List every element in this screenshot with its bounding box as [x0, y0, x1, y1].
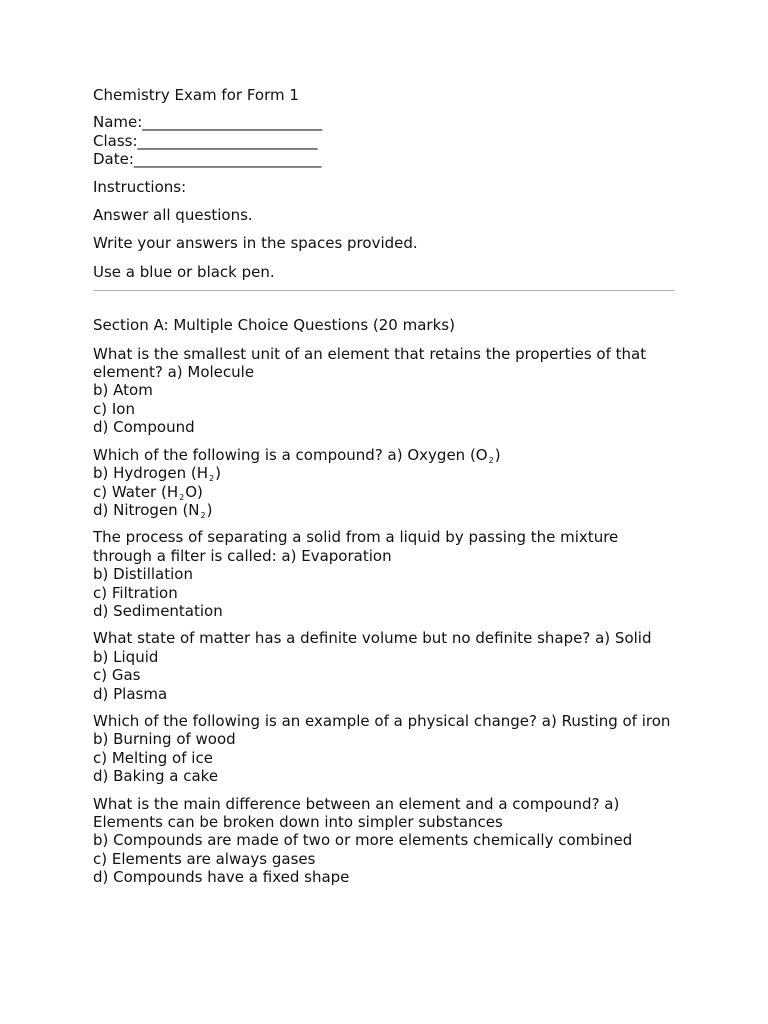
question-stem: What is the main difference between an element and a compound? a) Elements can be broken down into simpler substances: [93, 794, 620, 831]
answer-option: d) Plasma: [93, 684, 168, 703]
instruction-item: Use a blue or black pen.: [93, 262, 275, 281]
date-field: Date:_________________________: [93, 150, 322, 169]
question-6: [93, 795, 675, 887]
answer-option: [93, 464, 675, 482]
subscript: 2: [179, 492, 185, 502]
question-5: [93, 712, 675, 786]
question-stem: What state of matter has a definite volume but no definite shape? a) Solid: [93, 629, 652, 648]
section-a-title: Section A: Multiple Choice Questions (20 marks): [93, 316, 455, 335]
stem-text: ): [494, 445, 501, 464]
answer-option: d) Baking a cake: [93, 767, 219, 786]
stem-text: Which of the following is a compound? a) Oxygen (O: [93, 445, 488, 464]
name-field: Name:________________________: [93, 113, 323, 132]
option-text: ): [206, 500, 213, 519]
class-field: Class:________________________: [93, 131, 318, 150]
section-divider: [93, 290, 675, 291]
instructions-heading: Instructions:: [93, 177, 187, 196]
question-2: [93, 446, 675, 520]
question-1: [93, 345, 675, 437]
question-4: [93, 629, 675, 703]
question-stem: What is the smallest unit of an element that retains the properties of that element? a) Molecule: [93, 344, 647, 382]
answer-option: b) Distillation: [93, 565, 193, 584]
answer-option: d) Compound: [93, 418, 195, 437]
answer-option: c) Elements are always gases: [93, 849, 316, 868]
option-text: b) Hydrogen (H: [93, 464, 208, 483]
subscript: 2: [200, 510, 206, 520]
answer-option: b) Liquid: [93, 647, 159, 666]
option-text: c) Water (H: [93, 482, 179, 501]
answer-option: d) Compounds have a fixed shape: [93, 868, 350, 887]
option-text: ): [215, 464, 221, 483]
exam-content: [93, 86, 675, 896]
question-stem: Which of the following is an example of a physical change? a) Rusting of iron: [93, 711, 671, 730]
option-text: d) Nitrogen (N: [93, 500, 200, 519]
student-fields: [93, 113, 675, 168]
question-stem: The process of separating a solid from a liquid by passing the mixture through a filter is called: a) Evaporation: [93, 528, 619, 565]
instruction-item: Answer all questions.: [93, 206, 253, 225]
answer-option: b) Atom: [93, 381, 153, 400]
answer-option: b) Burning of wood: [93, 730, 236, 749]
question-stem: [93, 446, 675, 464]
answer-option: b) Compounds are made of two or more elements chemically combined: [93, 831, 633, 850]
answer-option: c) Gas: [93, 666, 141, 685]
subscript: 2: [488, 455, 494, 465]
option-text: O): [185, 482, 203, 501]
exam-title: Chemistry Exam for Form 1: [93, 86, 299, 104]
answer-option: c) Ion: [93, 399, 135, 418]
question-3: [93, 528, 675, 620]
answer-option: [93, 501, 675, 519]
answer-option: c) Melting of ice: [93, 748, 213, 767]
answer-option: d) Sedimentation: [93, 601, 223, 620]
instruction-item: Write your answers in the spaces provided.: [93, 234, 418, 253]
answer-option: c) Filtration: [93, 583, 178, 602]
answer-option: [93, 483, 675, 501]
subscript: 2: [209, 474, 215, 484]
